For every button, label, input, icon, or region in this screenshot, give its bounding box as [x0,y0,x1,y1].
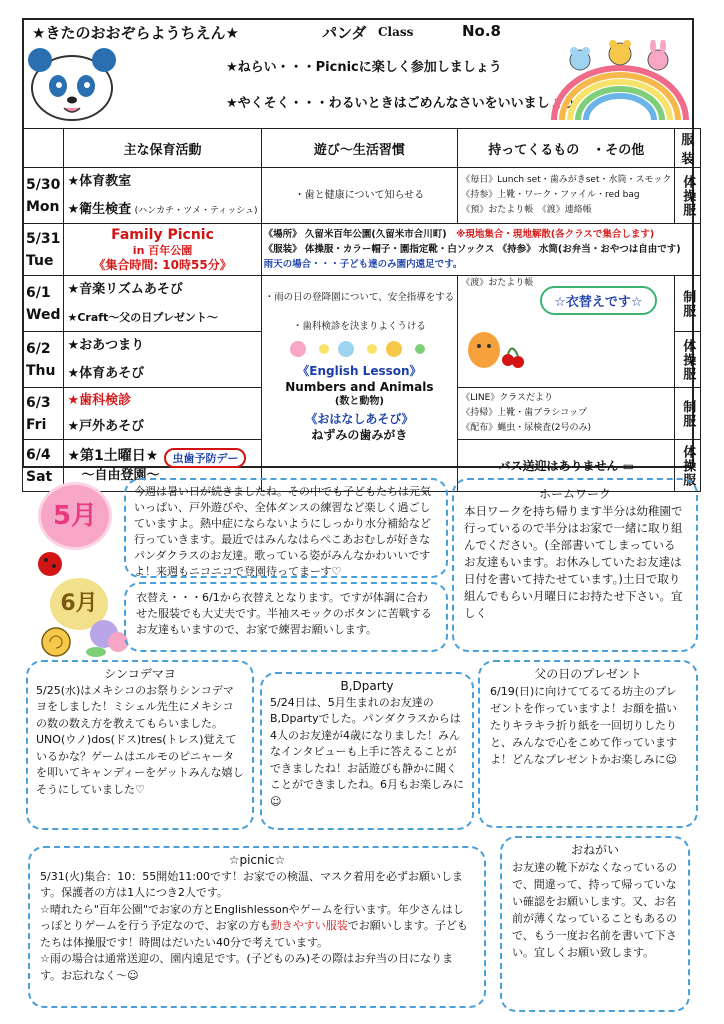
intro-message-box: 今週は暑い日が続きましたね。その中でも子どもたちは元気いっぱい、戸外遊びや、全体ダンスの練習など楽しく過ごしていますよ。熱中症にならないようにしっかり水分補給など行っていきます。最近ではみんなはらぺこあおむしが好きなパンダクラスのお友達。歌っている姿がみんなかわいいですよ！来週もニコニコで登園待ってまーす♡ [124,478,448,578]
date-cell: 6/3 Fri [23,388,64,440]
header-dress: 服装 [675,129,701,168]
date-cell: 6/1 Wed [23,276,64,332]
koromogae-note-box: 衣替え・・・6/1から衣替えとなります。ですが体調に合わせた服装でも大丈夫です。半袖スモックのボタンに苦戦するお友達もいますので、お家で練習お願いします。 [124,582,448,652]
bring-cell: 《LINE》クラスだより 《持帰》上靴・歯ブラシコップ 《配布》蝿虫・尿検査(2号のみ) [458,388,675,440]
table-row [23,168,701,224]
activity-cell: ★音楽リズムあそび ★Craft～父の日プレゼント～ [64,276,261,332]
issue-number: No.8 [462,22,501,40]
birthday-title: B,Dparty [340,679,394,693]
picnic-title: ☆picnic☆ [228,853,286,867]
cinco-title: シンコデマヨ [104,667,176,681]
dress-cell: 体操服 [675,168,701,224]
dress-cell: 体操服 [675,332,701,388]
bus-icon: ▭ [622,459,634,473]
activity-cell: ★第1土曜日★ ～自由登園～ 虫歯予防デー [64,440,261,492]
koromogae-cloud: ☆衣替えです☆ [540,286,656,315]
promise-text: ★やくそく・・・わるいときはごめんなさいをいいましょう [226,96,576,111]
picnic-info-cell: 《場所》 久留米百年公園(久留米市合川町) ※現地集合・現地解散(各クラスで集合します) 《服装》 体操服・カラー帽子・園指定靴・白ソックス 《持参》 水筒(お弁当・おやつは自由です) 雨天の場合・・・子ども達のみ園内遠足です。 [261,224,701,276]
date-header [23,129,64,168]
ladybug-icon [30,546,70,580]
schedule-table [22,128,701,492]
date-cell: 5/31 Tue [23,224,64,276]
activity-cell: Family Picnic in 百年公園 《集合時間: 10時55分》 [64,224,261,276]
rainbow-animals-icon [548,40,690,122]
class-name: パンダ [322,24,367,42]
table-row [23,224,701,276]
header-play-habits: 遊び～生活習慣 [261,129,458,168]
june-badge: 6月 [50,578,108,630]
date-cell: 5/30 Mon [23,168,64,224]
request-box: おねがい お友達の靴下がなくなっているので、間違って、持って帰っていない確認をお願いします。又、お名前が薄くなっていることもあるので、もう一度お名前を書いて下さい。宜しくお願い致します。 [500,836,690,1012]
dress-cell: 制服 [675,388,701,440]
picnic-info-box: ☆picnic☆ 5/31(火)集合：10：55開始11:00です！お家での検温、マスク着用を必ずお願いします。保護者の方は1人につき2人です。 ☆晴れたら"百年公園"でお家の方とEnglishlessonやゲームを行います。年少さんはしっぽとりゲームを行う予定なので、お家の方も動きやすい服装でお願いします。子どもたちは体操服です！時間はだいたい40分で考えています。 ☆雨の場合は通常送迎の、園内遠足です。(子どものみ)その際はお弁当の日になります。お忘れなく～☺ [28,846,486,1008]
activity-cell: ★おあつまり ★体育あそび [64,332,261,388]
aim-text: ★ねらい・・・Picnicに楽しく参加しましょう [226,60,502,75]
squirrel-cherry-icon [464,326,524,372]
dress-cell: 体操服 [675,440,701,492]
table-row [23,276,701,332]
bring-cell: 《渡》おたより帳 ☆衣替えです☆ [458,276,675,388]
panda-face-icon [26,42,118,122]
activity-cell: ★体育教室 ★衛生検査 (ハンカチ・ツメ・ティッシュ) [64,168,261,224]
cavity-prevention-badge: 虫歯予防デー [164,448,246,468]
class-word: Class [378,25,414,39]
snail-hydrangea-icon [36,612,132,662]
date-cell: 6/2 Thu [23,332,64,388]
header-main-activity: 主な保育活動 [64,129,261,168]
homework-title: ホームワーク [538,487,611,501]
school-name: ★きたのおおぞらようちえん★ [32,24,239,42]
may-badge: 5月 [38,482,112,550]
homework-box: ホームワーク 本日ワークを持ち帰ります半分は幼稚園で行っているので半分はお家で一緒に取り組んでください。(全部書いてしまっているお友達もいます。お休みしていたお友達は日付を書いて持たせています。)土日で取り組んでもらい月曜日にお持たせ下さい。宜しく [452,478,698,652]
date-cell: 6/4 Sat [23,440,64,492]
life-cell: ・歯と健康について知らせる [261,168,458,224]
fathers-day-title: 父の日のプレゼント [534,667,642,681]
activity-cell: ★歯科検診 ★戸外あそび [64,388,261,440]
bring-cell: バス送迎はありません ▭ [458,440,675,492]
bring-cell: 《毎日》Lunch set・歯みがきset・水筒・スモック 《持参》上靴・ワーク・ファイル・red bag 《預》おたより帳 《渡》連絡帳 [458,168,675,224]
animal-flowers-icon [284,338,434,360]
cinco-de-mayo-box: シンコデマヨ 5/25(水)はメキシコのお祭りシンコデマヨをしました！ミシェル先生にメキシコの数の数え方を教えてもらいました。UNO(ウノ)dos(ドス)tres(トレス)覚えているかな？ゲームはエルモのピニャータを叩いてキャンディーをゲットみんな嬉しそうにしていました♡ [26,660,254,830]
birthday-party-box: B,Dparty 5/24日は、5月生まれのお友達のB,Dpartyでした。パンダクラスからは4人のお友達が4歳になりました！みんなインタビューも上手に答えることができましたね！お話遊びも静かに聞くことができましたね。6月もお楽しみに☺ [260,672,474,830]
header-bring-items: 持ってくるもの ・その他 [458,129,675,168]
fathers-day-box: 父の日のプレゼント 6/19(日)に向けててるてる坊主のプレゼントを作っていますよ！お顔を描いたりキラキラ折り紙を一回切りしたりと、みんなで心をこめて作っていますよ！どんなプレゼントかお楽しみに☺ [478,660,698,828]
life-block-cell: ・雨の日の登降園について、安全指導をする ・歯科検診を決まりよくうける 《English Lesson》 Numbers and Animals (数と動物) 《おはなしあそび》 ねずみの歯みがき [261,276,458,492]
dress-cell: 制服 [675,276,701,332]
request-title: おねがい [570,843,619,857]
